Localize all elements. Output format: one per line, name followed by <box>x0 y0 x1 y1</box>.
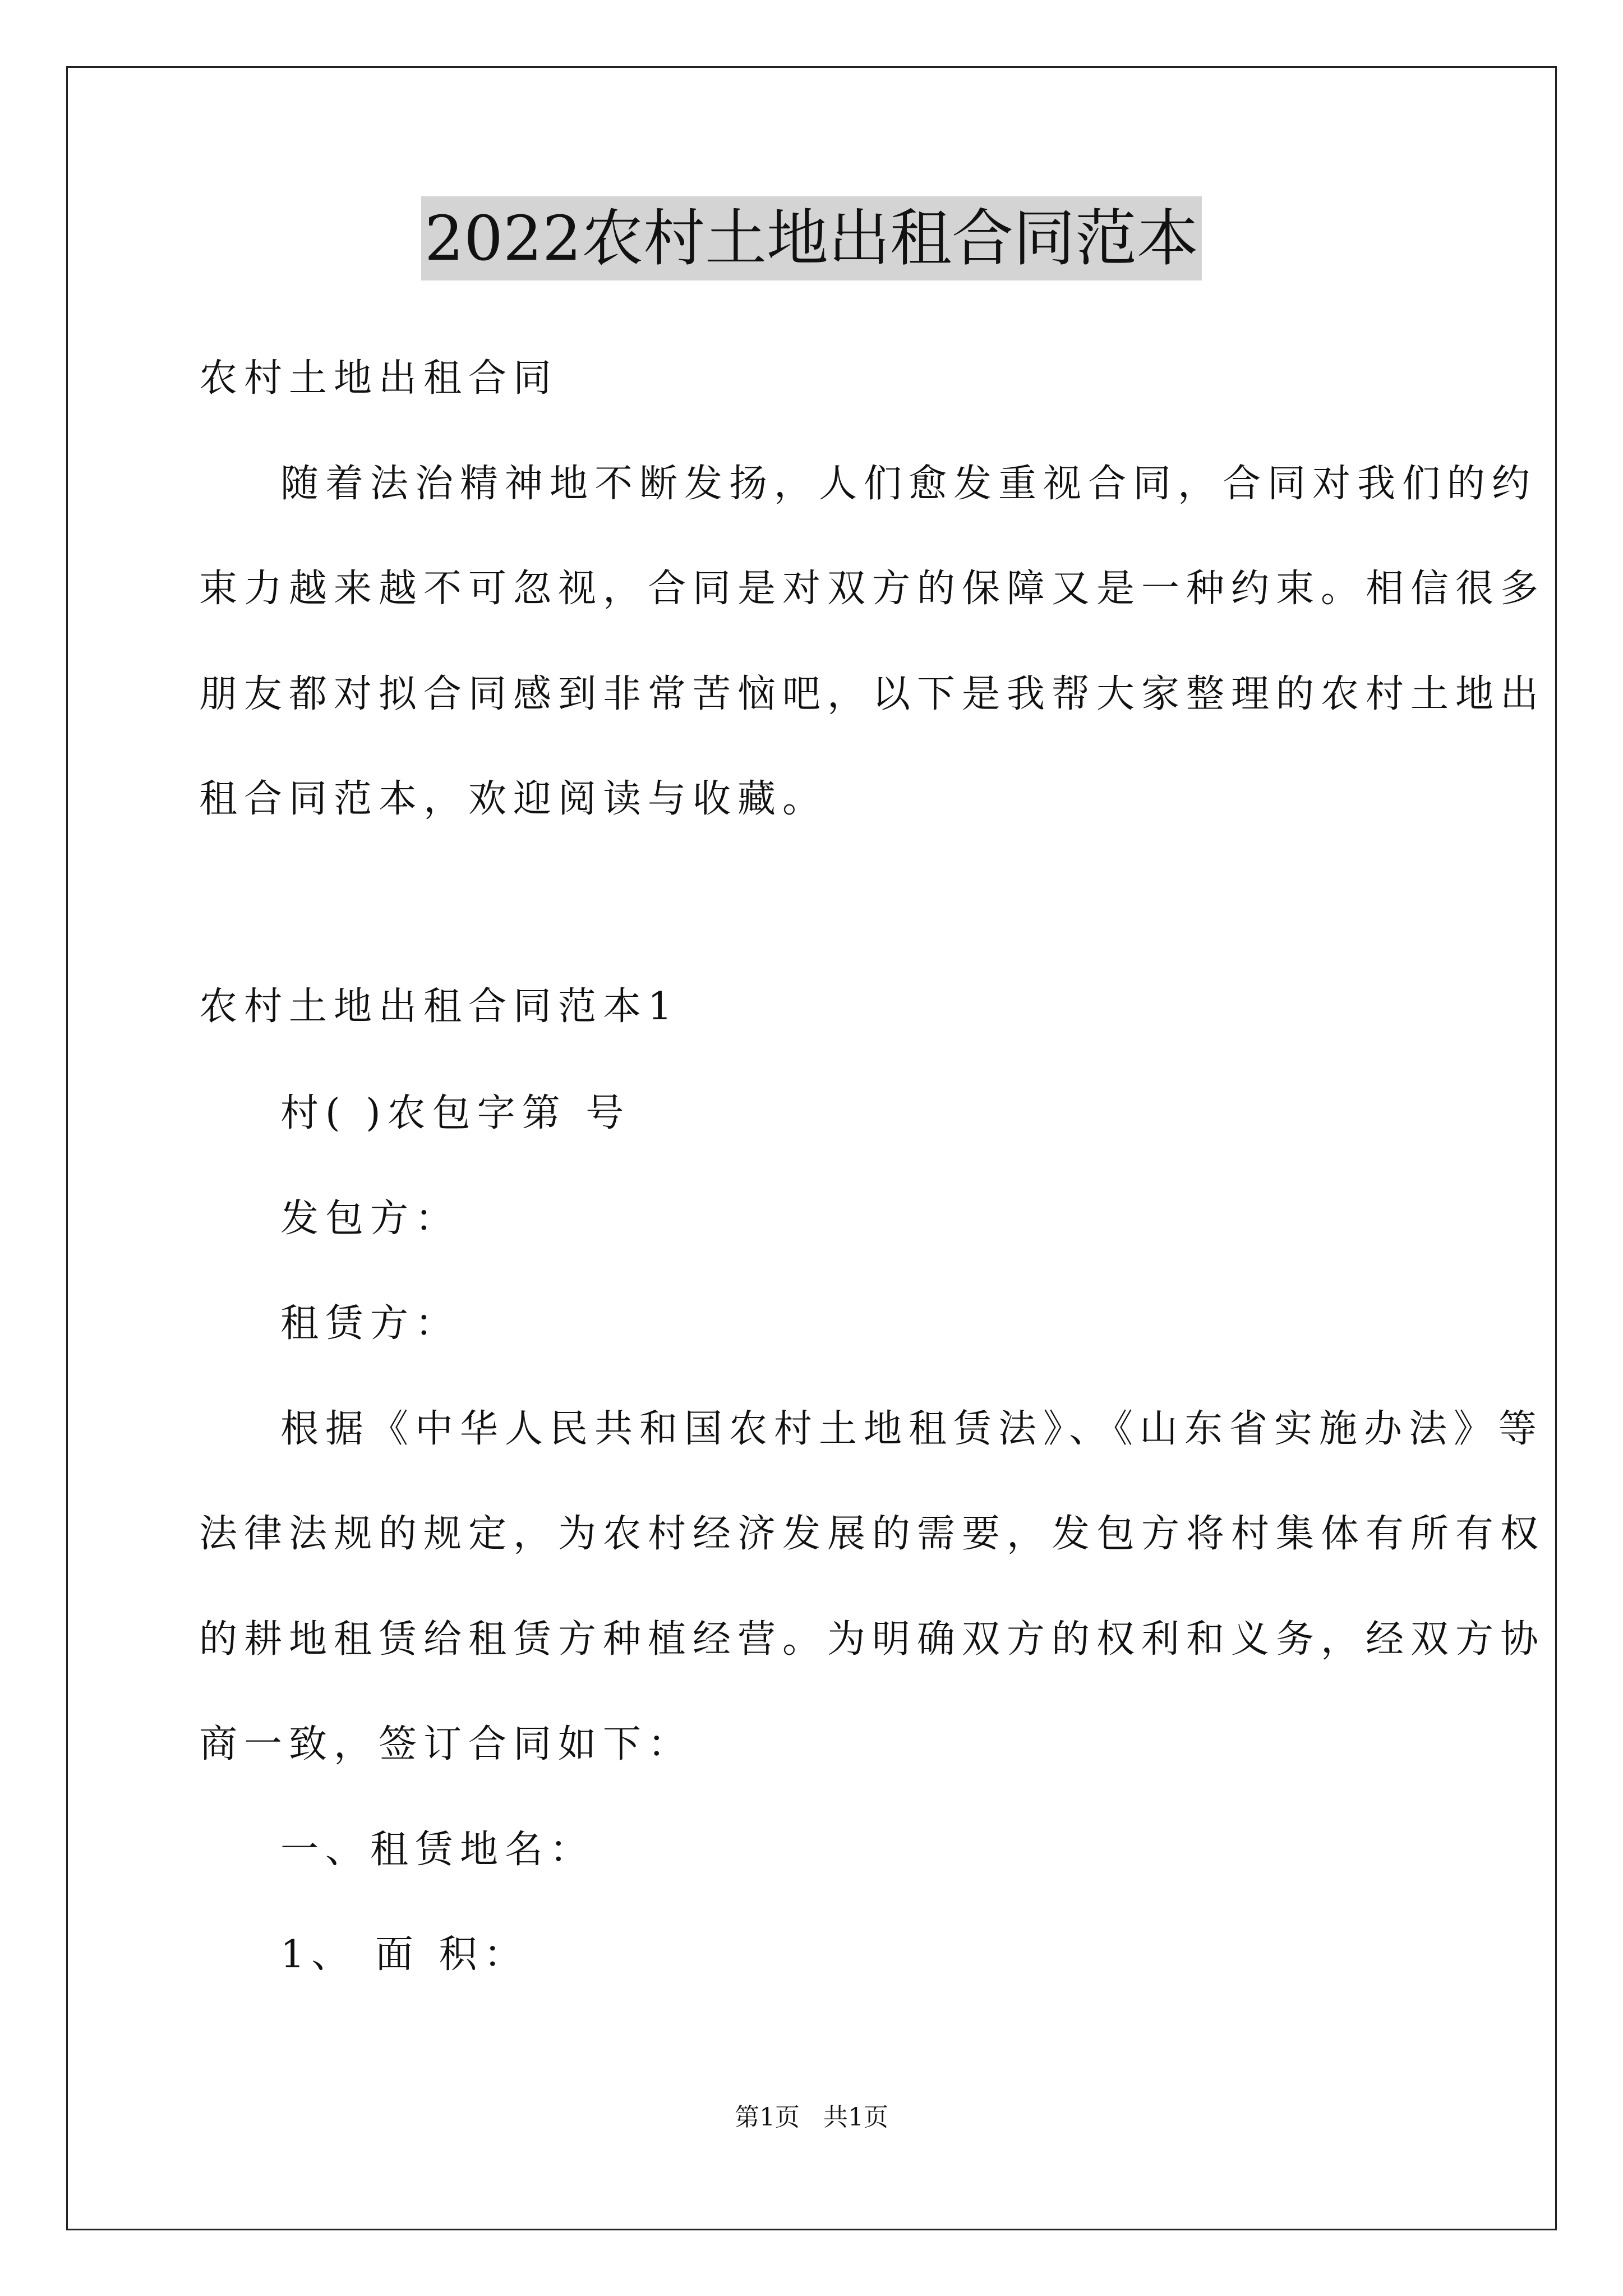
basis-line-2: 法律法规的规定，为农村经济发展的需要，发包方将村集体有所有权 <box>199 1512 1546 1556</box>
contract-number: 村( )农包字第 号 <box>280 1091 631 1135</box>
intro-line-2: 束力越来越不可忽视，合同是对双方的保障又是一种约束。相信很多 <box>199 567 1546 611</box>
basis-line-1: 根据《中华人民共和国农村土地租赁法》、《山东省实施办法》等 <box>280 1407 1544 1451</box>
clause-1-item-1: 1、 面 积： <box>280 1932 529 1977</box>
page-number-footer: 第1页 共1页 <box>735 2103 888 2132</box>
section-title: 农村土地出租合同范本1 <box>199 984 679 1029</box>
intro-line-1: 随着法治精神地不断发扬，人们愈发重视合同，合同对我们的约 <box>280 462 1537 506</box>
document-title: 2022农村土地出租合同范本 <box>421 196 1202 280</box>
document-subtitle: 农村土地出租合同 <box>199 356 559 401</box>
basis-line-3: 的耕地租赁给租赁方种植经营。为明确双方的权利和义务，经双方协 <box>199 1617 1546 1662</box>
party-a-label: 发包方： <box>280 1197 460 1241</box>
title-container <box>0 196 1623 280</box>
party-b-label: 租赁方： <box>280 1301 460 1346</box>
clause-1-heading: 一、租赁地名： <box>280 1828 595 1872</box>
basis-line-4: 商一致，签订合同如下： <box>199 1722 693 1766</box>
intro-line-3: 朋友都对拟合同感到非常苦恼吧，以下是我帮大家整理的农村土地出 <box>199 672 1546 716</box>
intro-line-4: 租合同范本，欢迎阅读与收藏。 <box>199 777 828 821</box>
